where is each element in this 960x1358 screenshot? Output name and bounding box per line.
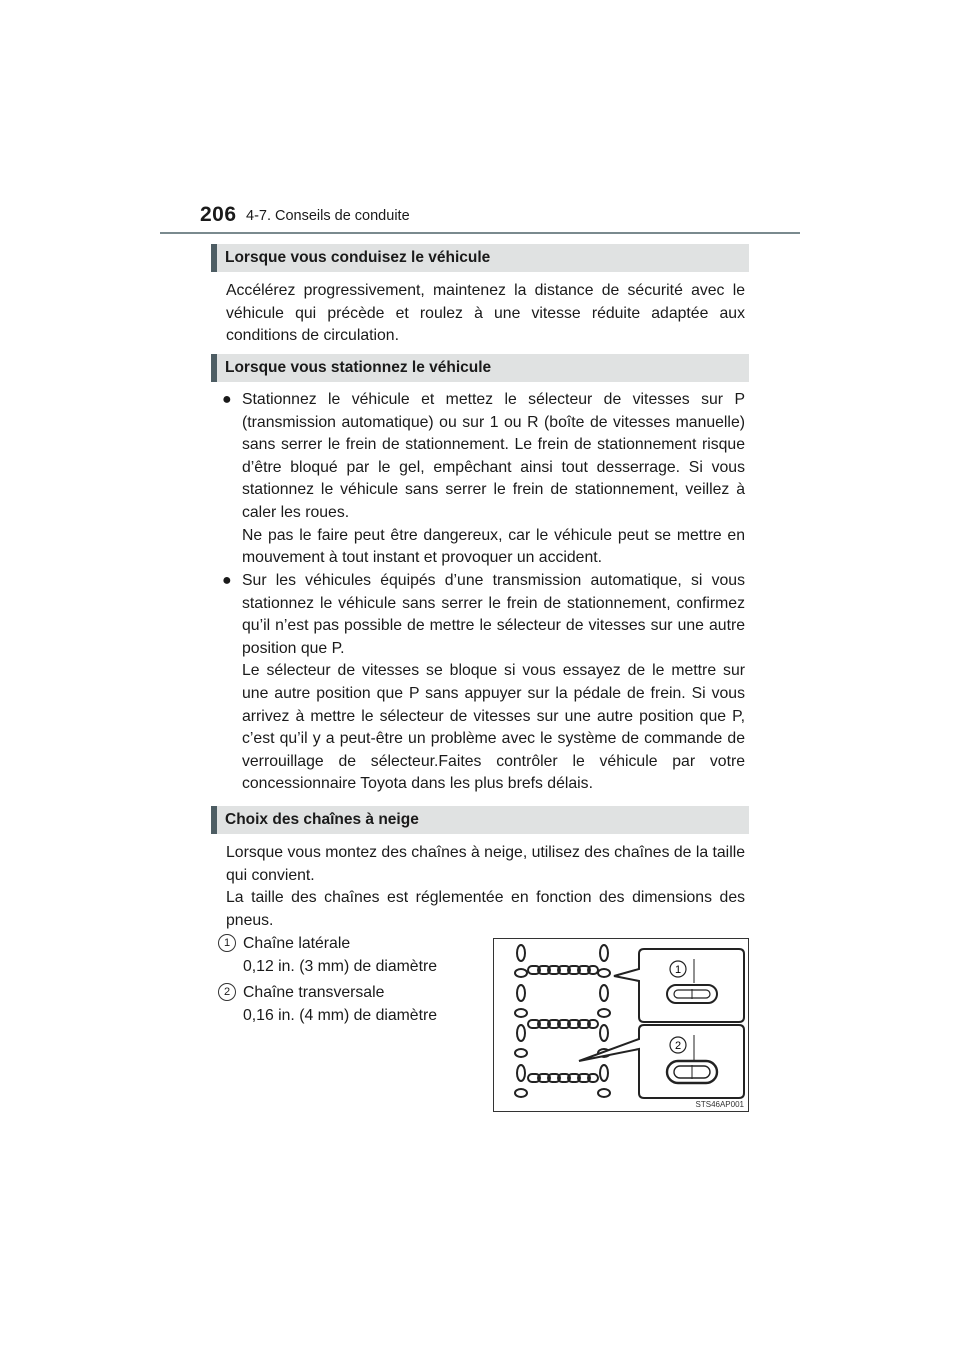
cross-chain-item [243, 982, 437, 1027]
side-chain-detail: 0,12 in. (3 mm) de diamètre [243, 957, 438, 975]
cross-chains [528, 966, 598, 1082]
snow-chain-diagram [494, 939, 748, 1111]
item-number-2: 2 [218, 983, 236, 1001]
callout-box-2 [579, 1025, 744, 1098]
callout-number-2: 2 [674, 1040, 682, 1052]
callout-number-1: 1 [674, 964, 682, 976]
page-number: 206 [200, 203, 237, 226]
parking-bullet-1-text: Stationnez le véhicule et mettez le sélecteur de vitesses sur P (transmission automatique) ou sur 1 ou R (boîte de vitesses manuelle) sans serrer le frein de stationnement. Le frein de stationnement risque d’être bloqué par le gel, empêchant ainsi tout desserrage. Si vous stationnez le véhicule sans serrer le frein de stationnement, veillez à caler les roues. [242, 391, 745, 521]
cross-chain-row-2 [528, 1020, 598, 1028]
item-number-1: 1 [218, 934, 236, 952]
cross-chain-row-1 [528, 966, 598, 974]
side-chain-right [598, 945, 610, 1097]
chapter-title: 4-7. Conseils de conduite [246, 208, 410, 224]
section-heading-snow-chains: Choix des chaînes à neige [211, 806, 749, 834]
side-chain-label: Chaîne latérale [243, 935, 351, 952]
side-chain-item [243, 933, 437, 978]
side-chain-left [515, 945, 527, 1097]
driving-text: Accélérez progressivement, maintenez la distance de sécurité avec le véhicule qui précède et roulez à une vitesse réduite adaptée aux conditions de circulation. [226, 282, 745, 345]
section-heading-parking: Lorsque vous stationnez le véhicule [211, 354, 749, 382]
header-divider [160, 232, 800, 234]
snow-chains-text-2: La taille des chaînes est réglementée en fonction des dimensions des pneus. [226, 889, 745, 929]
snow-chain-illustration [493, 938, 749, 1112]
snow-chains-paragraph [226, 842, 745, 932]
driving-paragraph [226, 280, 745, 348]
snow-chains-text-1: Lorsque vous montez des chaînes à neige, utilisez des chaînes de la taille qui convient. [226, 844, 745, 884]
parking-bullet-2-detail: Le sélecteur de vitesses se bloque si vous essayez de le mettre sur une autre position que P sans appuyer sur la pédale de frein. Si vous arrivez à mettre le sélecteur de vitesses sur une autre position que P, c’est qu’il y a peut-être un problème avec le système de commande de verrouillage de sélecteur.Faites contrôler le véhicule par votre concessionnaire Toyota dans les plus brefs délais. [242, 662, 745, 793]
cross-chain-label: Chaîne transversale [243, 984, 385, 1001]
callout-box-1 [614, 949, 744, 1022]
cross-chain-row-3 [528, 1074, 598, 1082]
section-heading-driving: Lorsque vous conduisez le véhicule [211, 244, 749, 272]
cross-chain-detail: 0,16 in. (4 mm) de diamètre [243, 1006, 438, 1024]
parking-bullet-2-text: Sur les véhicules équipés d’une transmission automatique, si vous stationnez le véhicule sans serrer le frein de stationnement, confirmez qu’il n’est pas possible de mettre le sélecteur de vitesses sur une autre position que P. [242, 572, 745, 657]
bullet-icon: ● [222, 572, 232, 589]
parking-bullet-2 [222, 570, 745, 796]
bullet-icon: ● [222, 391, 232, 408]
parking-bullet-1 [222, 389, 745, 570]
figure-code: STS46AP001 [695, 1100, 744, 1109]
parking-bullet-1-warning: Ne pas le faire peut être dangereux, car le véhicule peut se mettre en mouvement à tout instant et provoquer un accident. [242, 526, 745, 567]
